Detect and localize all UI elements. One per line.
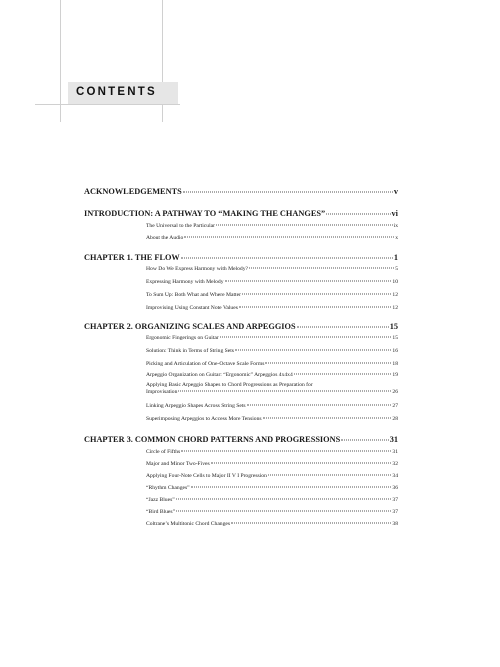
toc-entry[interactable]: “Jazz Blues” 37 xyxy=(146,497,398,503)
toc-entry[interactable]: Arpeggio Organization on Guitar: “Ergonomic” Arpeggios 4x4x4 19 xyxy=(146,372,398,378)
toc-entry[interactable]: Superimposing Arpeggios to Access More Tensions 28 xyxy=(146,416,398,422)
toc-chapter-3[interactable]: CHAPTER 3. COMMON CHORD PATTERNS AND PROGRESSIONS 31 xyxy=(84,435,398,444)
toc-entry[interactable]: The Universal to the Particular ix xyxy=(146,223,398,229)
toc-entry[interactable]: “Bird Blues” 37 xyxy=(146,509,398,515)
toc-chapter-1[interactable]: CHAPTER 1. THE FLOW 1 xyxy=(84,253,398,262)
toc-entry[interactable]: Applying Basic Arpeggio Shapes to Chord Progressions as Preparation for Improvisation 26 xyxy=(146,382,398,395)
toc-introduction[interactable]: INTRODUCTION: A PATHWAY TO “MAKING THE CHANGES” vi xyxy=(84,209,398,218)
toc-entry[interactable]: How Do We Express Harmony with Melody? 5 xyxy=(146,266,398,272)
toc-entry[interactable]: About the Audio x xyxy=(146,235,398,241)
toc-entry[interactable]: To Sum Up: Both What and Where Matter 12 xyxy=(146,292,398,298)
toc-entry[interactable]: Major and Minor Two-Fives 32 xyxy=(146,461,398,467)
toc-entry[interactable]: Picking and Articulation of One-Octave Scale Forms 18 xyxy=(146,361,398,367)
toc-acknowledgements[interactable]: ACKNOWLEDGEMENTS v xyxy=(84,187,398,196)
toc-entry[interactable]: Ergonomic Fingerings on Guitar 15 xyxy=(146,335,398,341)
toc-entry[interactable]: “Rhythm Changes” 36 xyxy=(146,485,398,491)
page-title: CONTENTS xyxy=(76,86,157,98)
guide-line-horizontal xyxy=(35,104,180,105)
toc-chapter-2[interactable]: CHAPTER 2. ORGANIZING SCALES AND ARPEGGIOS 15 xyxy=(84,322,398,331)
toc-entry[interactable]: Linking Arpeggio Shapes Across String Sets 27 xyxy=(146,403,398,409)
toc-entry[interactable]: Expressing Harmony with Melody 10 xyxy=(146,279,398,285)
toc-entry[interactable]: Solution: Think in Terms of String Sets 16 xyxy=(146,348,398,354)
toc-entry[interactable]: Applying Four-Note Cells to Major II V I Progression 34 xyxy=(146,473,398,479)
toc-entry[interactable]: Circle of Fifths 31 xyxy=(146,449,398,455)
toc-entry[interactable]: Coltrane’s Multitonic Chord Changes 38 xyxy=(146,521,398,527)
toc-entry[interactable]: Improvising Using Constant Note Values 12 xyxy=(146,305,398,311)
